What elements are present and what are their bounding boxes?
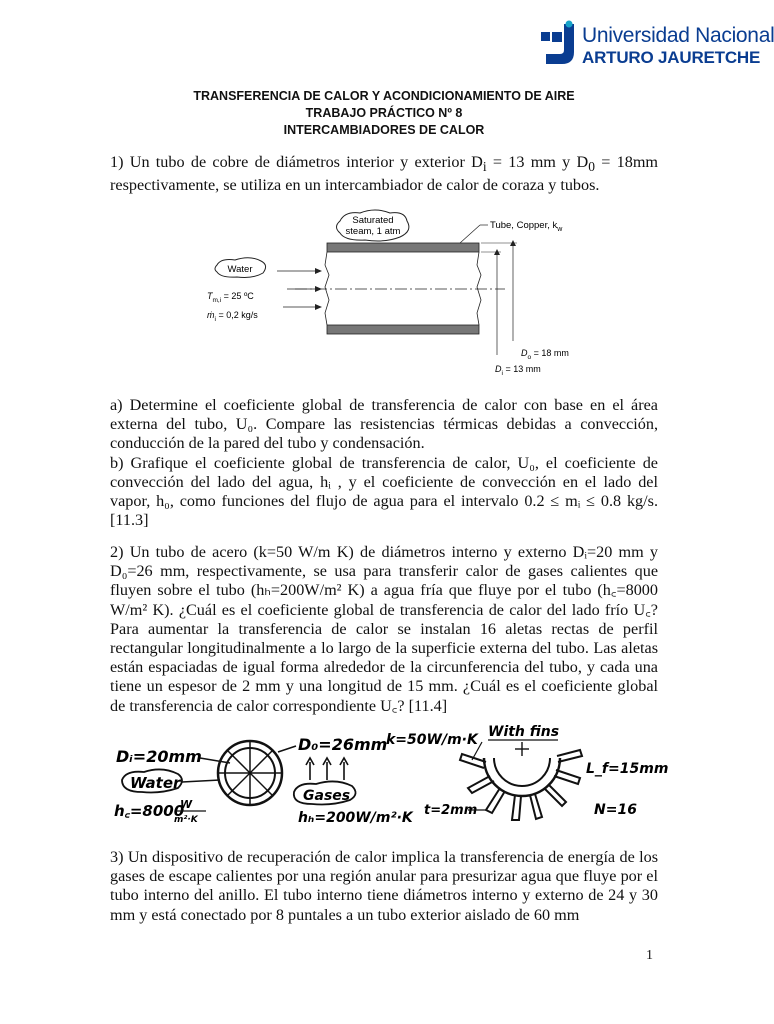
assignment-title: TRABAJO PRÁCTICO Nº 8 bbox=[305, 106, 463, 120]
logo-line1: Universidad Nacional bbox=[582, 24, 774, 47]
gases-handwritten-label: Gases bbox=[303, 788, 351, 804]
problem-1-part-b: b) Grafique el coeficiente global de transferencia de calor, U₀, el coeficiente de convección del lado del agua, hᵢ , y el coeficiente de convección en el lado del vapor, h₀, como funciones del flujo de agua para el intervalo 0.2 ≤ mᵢ ≤ 0.8 kg/s. [11.3] bbox=[110, 453, 658, 530]
problem-1-parts bbox=[110, 396, 658, 530]
topic-title: INTERCAMBIADORES DE CALOR bbox=[283, 123, 485, 137]
problem-2 bbox=[110, 543, 658, 716]
fin-length-label: L_f=15mm bbox=[586, 761, 669, 777]
steam-label-line1: Saturated bbox=[352, 215, 394, 226]
problem-1-intro-text-c: = 18mm respectivamente, se utiliza en un intercambiador de calor de coraza y tubos. bbox=[110, 153, 659, 195]
hc-units-denominator: m²·K bbox=[174, 815, 198, 825]
problem-3-text: 3) Un dispositivo de recuperación de calor implica la transferencia de energía de los gases de escape calientes por una región anular para presurizar agua que fluye por el tubo interno del anillo. El tubo interno tiene diámetros interno y externo de 24 y 30 mm y está conectado por 8 puntales a un tubo exterior aislado de 60 mm bbox=[110, 848, 658, 924]
hh-handwritten-label: hₕ=200W/m²·K bbox=[298, 810, 413, 826]
problem-1-intro-text-a: 1) Un tubo de cobre de diámetros interior y exterior D bbox=[110, 153, 483, 171]
fin-thickness-label: t=2mm bbox=[424, 803, 478, 818]
water-label: Water bbox=[227, 264, 253, 275]
problem-1-sub-i: i bbox=[482, 159, 487, 175]
course-title: TRANSFERENCIA DE CALOR Y ACONDICIONAMIENTO DE AIRE bbox=[193, 89, 575, 103]
tube-bottom-wall bbox=[327, 325, 479, 334]
water-handwritten-label: Water bbox=[130, 774, 181, 792]
inlet-flow-label: ṁ$_i$ = 0,2 kg/s bbox=[207, 310, 258, 323]
flow-arrow-3-icon bbox=[315, 304, 322, 310]
tube-top-wall bbox=[327, 243, 479, 252]
hc-units-numerator: W bbox=[180, 798, 193, 811]
tube-label-leader bbox=[460, 225, 480, 243]
hc-handwritten-label: h꜀=8000 bbox=[114, 802, 185, 820]
problem-3 bbox=[110, 848, 658, 925]
university-logo bbox=[538, 20, 774, 70]
inlet-temperature-label: $T_{m,i} = 25$ ºC bbox=[207, 291, 254, 304]
finned-tube-diagram bbox=[110, 718, 669, 830]
tube-material-label: Tube, Copper, $k_w$ bbox=[490, 220, 563, 233]
problem-1-intro-text-b: = 13 mm y D bbox=[486, 153, 589, 171]
problem-2-text: 2) Un tubo de acero (k=50 W/m K) de diámetros interno y externo Dᵢ=20 mm y D₀=26 mm, respectivamente, se usa para transferir calor de gases calientes que fluyen sobre el tubo (hₕ=200W/m² K) a agua fría que fluye por el tubo (h꜀=8000 W/m² K). ¿Cuál es el coeficiente global de transferencia de calor del lado frío U꜀? Para aumentar la transferencia de calor se instalan 16 aletas rectas de perfil rectangular longitudinalmente a lo largo de la superficie externa del tubo. Las aletas están espaciadas de igual forma alrededor de la circunferencia del tubo, y cada una tiene un espesor de 2 mm y una longitud de 15 mm. ¿Cuál es el coeficiente global de transferencia de calor correspondiente U꜀? [11.4] bbox=[110, 543, 658, 715]
di-handwritten-label: Dᵢ=20mm bbox=[116, 747, 202, 766]
problem-1-sub-0: 0 bbox=[588, 159, 595, 175]
fin-count-label: N=16 bbox=[594, 802, 637, 818]
do-handwritten-label: D₀=26mm bbox=[298, 735, 388, 754]
break-line-right bbox=[477, 252, 481, 325]
with-fins-label: With fins bbox=[488, 724, 560, 740]
problem-1-part-a: a) Determine el coeficiente global de transferencia de calor con base en el área externa del tubo, U₀. Compare las resistencias térmicas debidas a convección, conducción de la pared del tubo y condensación. bbox=[110, 396, 658, 453]
university-logo-icon bbox=[538, 20, 578, 66]
break-line-left bbox=[325, 252, 329, 325]
flow-arrow-1-icon bbox=[315, 268, 322, 274]
k-handwritten-label: k=50W/m·K bbox=[386, 732, 478, 748]
tube-diagram bbox=[195, 205, 580, 380]
logo-line2: ARTURO JAURETCHE bbox=[582, 48, 761, 67]
steam-label-line2: steam, 1 atm bbox=[345, 226, 401, 237]
page-number: 1 bbox=[646, 948, 653, 963]
finned-tube-inner-arc bbox=[494, 758, 550, 786]
problem-1-intro bbox=[110, 153, 658, 196]
flow-arrow-2-icon bbox=[315, 286, 322, 292]
do-label: $D_o = 18$ mm bbox=[521, 348, 569, 361]
document-header bbox=[0, 88, 768, 139]
di-label: $D_i = 13$ mm bbox=[495, 364, 541, 377]
